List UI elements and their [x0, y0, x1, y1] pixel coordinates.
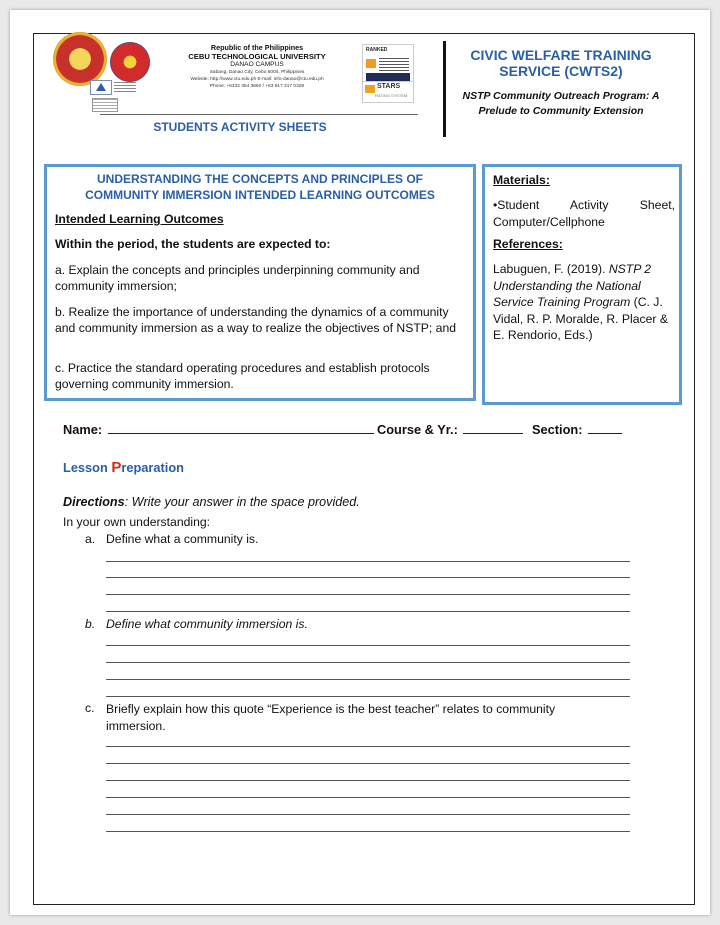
outcomes-box-title: UNDERSTANDING THE CONCEPTS AND PRINCIPLES OF COMMUNITY IMMERSION INTENDED LEARNING OUTCOMES: [85, 172, 435, 202]
answer-line[interactable]: [106, 594, 630, 595]
learning-outcomes-box: [44, 164, 476, 401]
references-label: References:: [493, 237, 563, 251]
answer-line[interactable]: [106, 561, 630, 562]
outcomes-intro: Within the period, the students are expected to:: [55, 237, 331, 251]
asean-logo: [110, 42, 150, 82]
question-c-number: c.: [85, 701, 95, 715]
accreditation-logo: [92, 98, 118, 112]
lesson-heading: [63, 459, 184, 476]
question-b-text: Define what community immersion is.: [106, 617, 308, 631]
answer-line[interactable]: [106, 780, 630, 781]
ranking-text-lines: [379, 58, 409, 72]
answer-line[interactable]: [106, 746, 630, 747]
answer-line[interactable]: [106, 645, 630, 646]
materials-text: •Student Activity Sheet, Computer/Cellphone: [493, 198, 675, 229]
outcomes-heading: Intended Learning Outcomes: [55, 212, 224, 226]
header-website: Website: http://www.ctu.edu.ph E-mail: info-danao@ctu.edu.ph: [190, 77, 324, 82]
header-phone: Phone: +6332 354 3660 / +63 917 317 0329: [209, 84, 305, 89]
answer-line[interactable]: [106, 814, 630, 815]
answer-line[interactable]: [106, 797, 630, 798]
name-field[interactable]: [63, 422, 376, 437]
reference-entry: [493, 261, 677, 344]
section-blank[interactable]: [588, 423, 622, 434]
ranking-logo-icon: [366, 59, 376, 68]
materials-references-box: [482, 164, 682, 405]
outcome-item-a: a. Explain the concepts and principles underpinning community and community immersion;: [55, 263, 420, 293]
stars-logo-icon: [365, 85, 375, 93]
outcome-item-b: b. Realize the importance of understanding the dynamics of a community and community immersion as a way to realize the objectives of NSTP; and: [55, 305, 457, 335]
answer-line[interactable]: [106, 679, 630, 680]
answer-line[interactable]: [106, 763, 630, 764]
directions-label: Directions: [63, 495, 125, 509]
section-field[interactable]: [532, 422, 624, 437]
stars-rating-badge: [362, 81, 414, 103]
program-title: CIVIC WELFARE TRAINING SERVICE (CWTS2): [470, 47, 652, 79]
directions-text: : Write your answer in the space provided.: [124, 495, 360, 509]
materials-label: Materials:: [493, 173, 550, 187]
stars-label: STARS: [377, 83, 401, 90]
reference-title: NSTP 2 Understanding the National Service Training Program: [493, 262, 652, 309]
answer-line[interactable]: [106, 696, 630, 697]
university-seal-logo: [53, 32, 107, 86]
certification-logo: [90, 80, 112, 95]
section-label: Section:: [532, 422, 583, 437]
answer-line[interactable]: [106, 662, 630, 663]
directions-intro: In your own understanding:: [63, 515, 211, 529]
name-label: Name:: [63, 422, 103, 437]
header-address: Sabang, Danao City, Cebu 6004, Philippines: [209, 70, 305, 75]
header-rule: [100, 114, 418, 115]
course-label: Course & Yr.:: [377, 422, 458, 437]
answer-line[interactable]: [106, 831, 630, 832]
ranked-label: RANKED: [366, 47, 388, 53]
course-field[interactable]: [377, 422, 525, 437]
ranking-bar: [366, 73, 410, 81]
directions: [63, 495, 360, 509]
answer-line[interactable]: [106, 577, 630, 578]
course-blank[interactable]: [463, 423, 523, 434]
stars-sublabel: RATING SYSTEM: [375, 93, 408, 98]
program-subtitle: NSTP Community Outreach Program: A Prelude to Community Extension: [462, 90, 660, 117]
lesson-rest: reparation: [121, 460, 184, 475]
question-c-text: Briefly explain how this quote “Experience is the best teacher” relates to community immersion.: [106, 702, 556, 733]
question-b-number: b.: [85, 617, 96, 631]
answer-line[interactable]: [106, 611, 630, 612]
lesson-cap-letter: P: [111, 459, 122, 476]
header-university: CEBU TECHNOLOGICAL UNIVERSITY: [188, 52, 326, 61]
header-country: Republic of the Philippines: [210, 43, 304, 52]
reference-author: Labuguen, F. (2019).: [493, 262, 609, 276]
sheet-title: STUDENTS ACTIVITY SHEETS: [153, 120, 327, 134]
name-blank[interactable]: [108, 423, 374, 434]
header-campus: DANAO CAMPUS: [230, 61, 284, 68]
question-a-number: a.: [85, 532, 96, 546]
lesson-word: Lesson: [63, 460, 112, 475]
question-a-text: Define what a community is.: [106, 532, 259, 546]
certification-mark: [114, 82, 136, 92]
reference-editors: (C. J. Vidal, R. P. Moralde, R. Placer & E. Rendorio, Eds.): [493, 295, 668, 342]
outcome-item-c: c. Practice the standard operating procedures and establish protocols governing community immersion.: [55, 361, 430, 391]
header-divider: [443, 41, 446, 137]
